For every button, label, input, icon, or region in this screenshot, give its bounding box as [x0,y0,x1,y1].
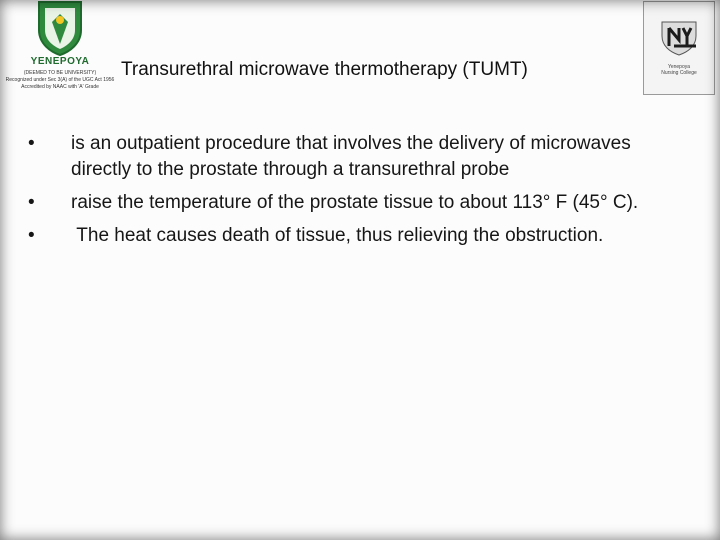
university-name: YENEPOYA [30,56,90,67]
list-item [28,131,688,183]
bullet-text: raise the temperature of the prostate tissue to about 113° F (45° C). [71,192,639,213]
college-name-line: Yenepoya [667,64,691,70]
list-item [28,223,688,249]
slide-title: Transurethral microwave thermotherapy (TUMT) [121,59,528,80]
bullet-marker: • [28,225,35,246]
bullet-list [28,131,688,256]
bullet-text: The heat causes death of tissue, thus relieving the obstruction. [71,225,604,246]
bullet-text: is an outpatient procedure that involves the delivery of microwaves directly to the prostate through a transurethral probe [71,133,631,180]
bullet-marker: • [28,133,35,154]
yenepoya-logo [2,0,118,100]
university-line: (DEEMED TO BE UNIVERSITY) [23,70,97,76]
university-line: Recognized under Sec 3(A) of the UGC Act 1956 [5,77,115,83]
college-name [644,64,714,76]
university-crest-icon [35,0,85,56]
bullet-marker: • [28,192,35,213]
university-line: Accredited by NAAC with 'A' Grade [21,84,99,90]
college-name-line: Nursing College [661,70,697,76]
nursing-college-logo [643,1,715,95]
list-item [28,190,688,216]
nursing-college-emblem-icon [652,18,706,56]
